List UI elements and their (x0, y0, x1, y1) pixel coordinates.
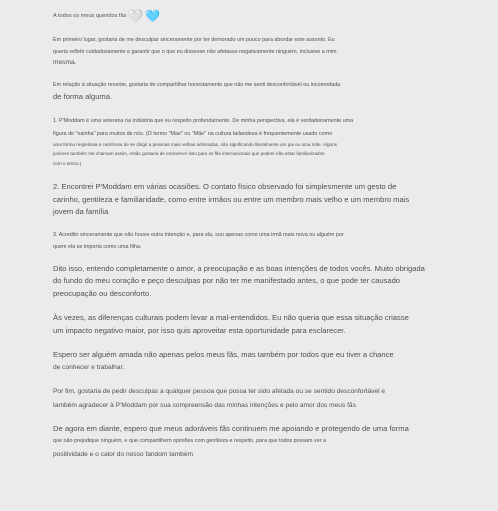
paragraph-line: jovem da família (53, 207, 109, 216)
paragraph-line: Em relação à situação recente, gostaria de compartilhar honestamente que não me senti desconfortável ou incomodada (53, 82, 341, 88)
paragraph-line: de forma alguma. (53, 91, 113, 101)
paragraph-cultural (53, 312, 478, 337)
paragraph-closing (53, 423, 478, 461)
paragraph-line: com o termo.) (53, 161, 82, 166)
paragraph-line: mesma. (53, 59, 77, 66)
paragraph-line: preocupação ou desconforto. (53, 288, 152, 298)
paragraph-gratitude (53, 263, 478, 301)
paragraph-line: quem ela se importa como uma filha. (53, 244, 142, 250)
paragraph-apology (53, 35, 478, 69)
paragraph-line: 2. Encontrei P'Moddam em várias ocasiões. O contato físico observado foi simplesmente um gesto de (53, 182, 397, 191)
paragraph-line: também agradecer à P'Moddam por sua compreensão das minhas intenções e pelo amor dos meus fãs (53, 401, 356, 409)
paragraph-line: figura de "nainha" para muitos de nós. (O termo "Mae" ou "Mãe" na cultura tailandesa é frequentemente usado como (53, 130, 333, 137)
paragraph-point-2 (53, 181, 478, 219)
paragraph-line: do fundo do meu coração e peço desculpas por não ter me manifestado antes, o que pode ter causado (53, 276, 401, 285)
paragraph-final-apology (53, 386, 478, 412)
greeting-text: A todos os meus queridos fãs (53, 13, 127, 19)
white-heart-icon: 🤍 (128, 9, 144, 23)
paragraph-line: um impacto negativo maior, por isso quis aproveitar esta oportunidade para esclarecer. (53, 325, 346, 335)
paragraph-line: Às vezes, as diferenças culturais podem levar a mal-entendidos. Eu não queria que essa situação criasse (53, 313, 409, 322)
paragraph-line: Espero ser alguém amada não apenas pelos meus fãs, mas também por todos que eu tiver a chance (53, 350, 394, 359)
paragraph-line: De agora em diante, espero que meus adoráveis fãs continuem me apoiando e protegendo de uma forma (53, 423, 409, 433)
paragraph-line: Dito isso, entendo completamente o amor, a preocupação e as boas intenções de todos vocês. Muito obrigada (53, 263, 425, 273)
paragraph-line: carinho, gentileza e familiaridade, como entre irmãos ou entre um membro mais velho e um membro mais (53, 194, 410, 204)
paragraph-point-3 (53, 230, 478, 253)
paragraph-situation (53, 80, 478, 103)
paragraph-line: que não prejudique ninguém, e que compartilhem opiniões com gentileza e respeito, para que todos possam ver a (53, 438, 326, 444)
paragraph-line: positividade e o calor do nosso fandom também (53, 450, 194, 458)
paragraph-line: de conhecer e trabalhar. (53, 363, 125, 371)
paragraph-line: 1. P'Moddam é uma veterana na indústria que eu respeito profundamente. De minha perspectiva, ela é verdadeiramente uma (53, 118, 354, 124)
paragraph-line: queria refletir cuidadosamente e garantir que o que eu dissesse não afetasse negativamente ninguém, inclusive a mim (53, 48, 337, 55)
paragraph-hope (53, 349, 478, 374)
paragraph-line: 3. Acredito sinceramente que não houve outra intenção e, para ela, sou apenas como uma irmã mais nova ou alguém por (53, 231, 344, 238)
paragraph-line: uma forma respeitosa e carinhosa de se dirigir a pessoas mais velhas admiradas, não significando literalmente um pai ou uma mãe. Alguns (53, 142, 337, 147)
paragraph-line: juniores também me chamam assim, então gostaria de esclarecer isso para os fãs internacionais que podem não estar familiarizados (53, 151, 325, 156)
paragraph-line: Em primeiro lugar, gostaria de me desculpar sinceramente por ter demorado um pouco para abordar este assunto. Eu (53, 37, 335, 43)
paragraph-point-1 (53, 116, 478, 168)
paragraph-line: Por fim, gostaria de pedir desculpas a qualquer pessoa que possa ter sido afetada ou se sentido desconfortável e (53, 387, 386, 395)
greeting-line (53, 10, 478, 22)
blue-heart-icon: 🩵 (145, 9, 161, 23)
